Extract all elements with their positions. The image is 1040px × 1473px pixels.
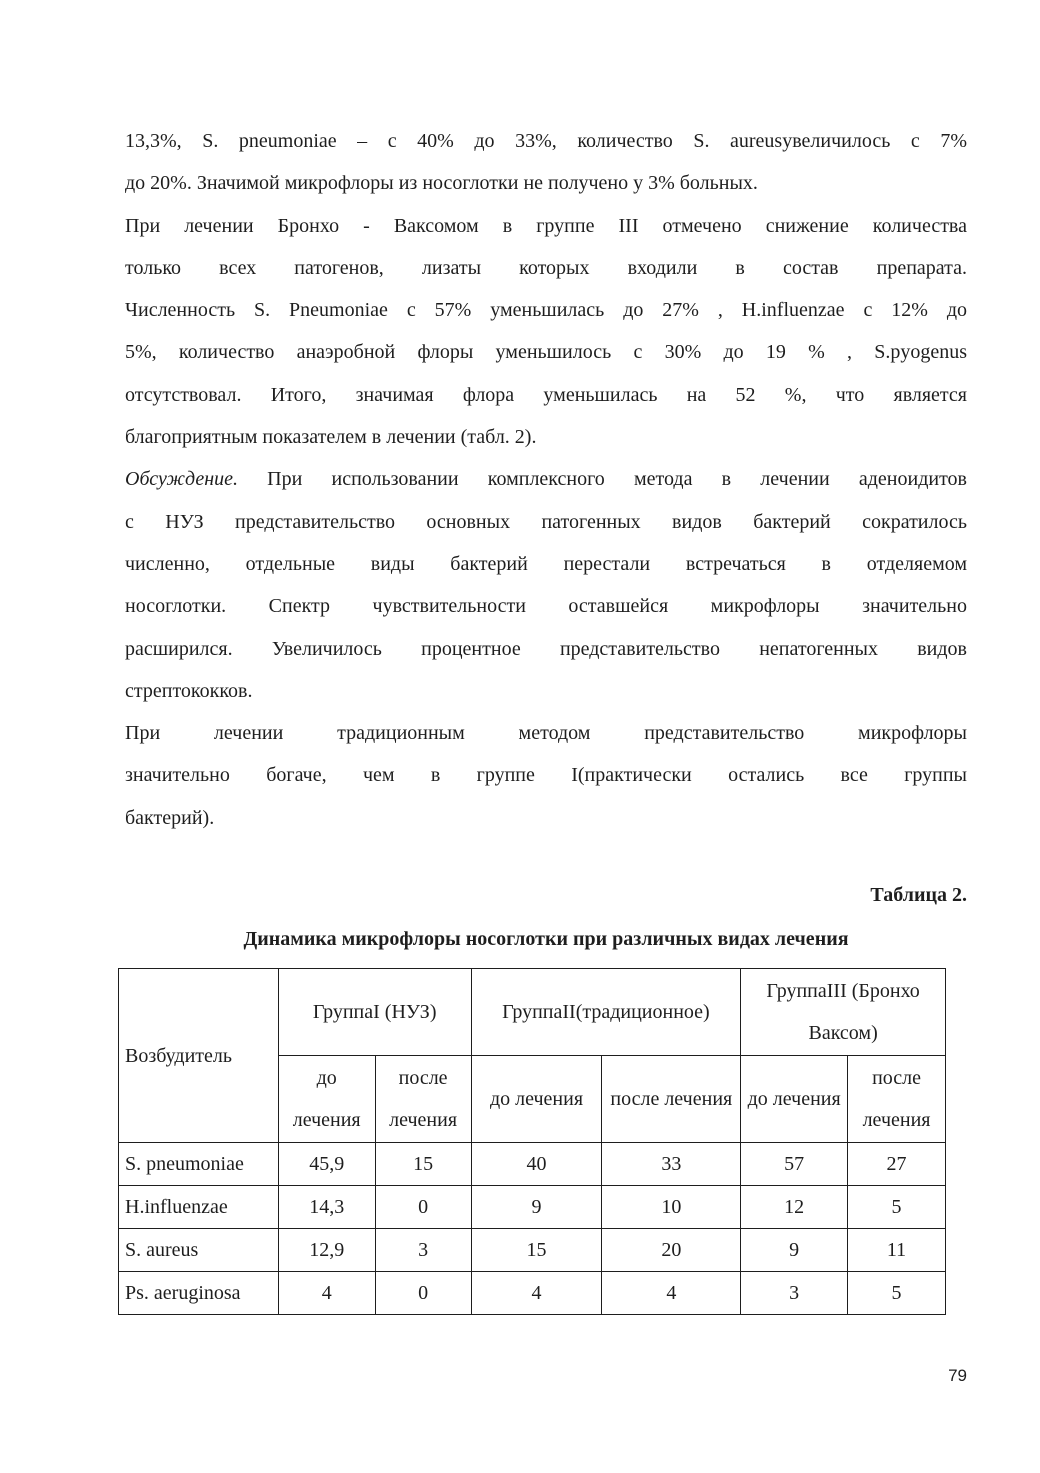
text-line: значительно богаче, чем в группе I(практически остались все группы <box>125 764 967 787</box>
table-cell: 15 <box>471 1229 602 1272</box>
table-cell: 33 <box>602 1143 741 1186</box>
header-group-3: ГруппаIII (Бронхо Ваксом) <box>741 969 946 1056</box>
table-row <box>119 1186 946 1229</box>
text-line: 5%, количество анаэробной флоры уменьшилось с 30% до 19 % , S.pyogenus <box>125 341 967 364</box>
table-cell: 0 <box>375 1272 471 1315</box>
text-line: расширился. Увеличилось процентное представительство непатогенных видов <box>125 637 967 660</box>
text-line: При лечении Бронхо - Ваксомом в группе III отмечено снижение количества <box>125 214 967 237</box>
paragraph-2 <box>125 205 967 459</box>
paragraph-3 <box>125 458 967 712</box>
table-cell: 15 <box>375 1143 471 1186</box>
row-label: Ps. aeruginosa <box>119 1272 279 1315</box>
body-text <box>125 120 967 839</box>
header-group-2: ГруппаII(традиционное) <box>471 969 741 1056</box>
subheader-cell: после лечения <box>848 1056 946 1143</box>
table-cell: 3 <box>741 1272 848 1315</box>
table-cell: 14,3 <box>278 1186 375 1229</box>
table-row <box>119 1229 946 1272</box>
text-line: При лечении традиционным методом представительство микрофлоры <box>125 722 967 745</box>
table-cell: 9 <box>741 1229 848 1272</box>
paragraph-1 <box>125 120 967 205</box>
table-number: Таблица 2. <box>870 884 967 906</box>
table-cell: 45,9 <box>278 1143 375 1186</box>
table-cell: 9 <box>471 1186 602 1229</box>
table-cell: 57 <box>741 1143 848 1186</box>
table-cell: 4 <box>471 1272 602 1315</box>
table-cell: 3 <box>375 1229 471 1272</box>
text-line: до 20%. Значимой микрофлоры из носоглотки не получено у 3% больных. <box>125 172 758 195</box>
subheader-cell: до лечения <box>471 1056 602 1143</box>
table-cell: 0 <box>375 1186 471 1229</box>
table-cell: 4 <box>602 1272 741 1315</box>
text-line: только всех патогенов, лизаты которых входили в состав препарата. <box>125 256 967 279</box>
table-cell: 20 <box>602 1229 741 1272</box>
table-row <box>119 1143 946 1186</box>
text-line: носоглотки. Спектр чувствительности оставшейся микрофлоры значительно <box>125 595 967 618</box>
discussion-lead: Обсуждение. <box>125 468 238 491</box>
row-label: S. aureus <box>119 1229 279 1272</box>
table-header-row <box>119 969 946 1056</box>
table-cell: 11 <box>848 1229 946 1272</box>
table-cell: 40 <box>471 1143 602 1186</box>
subheader-cell: после лечения <box>602 1056 741 1143</box>
text-line: с НУЗ представительство основных патогенных видов бактерий сократилось <box>125 510 967 533</box>
header-pathogen: Возбудитель <box>119 969 279 1143</box>
text-line: бактерий). <box>125 806 215 829</box>
text-line: стрептококков. <box>125 679 253 702</box>
text-line: благоприятным показателем в лечении (табл. 2). <box>125 426 537 449</box>
page-number: 79 <box>948 1366 967 1385</box>
text-line: отсутствовал. Итого, значимая флора уменьшилась на 52 %, что является <box>125 383 967 406</box>
table-cell: 12 <box>741 1186 848 1229</box>
text-line <box>125 458 967 500</box>
text-line: Численность S. Pneumoniae с 57% уменьшилась до 27% , H.influenzae с 12% до <box>125 299 967 322</box>
table-title: Динамика микрофлоры носоглотки при различных видах лечения <box>243 928 849 950</box>
table-cell: 10 <box>602 1186 741 1229</box>
table-cell: 27 <box>848 1143 946 1186</box>
subheader-cell: до лечения <box>278 1056 375 1143</box>
text-run: При использовании комплексного метода в лечении аденоидитов <box>238 468 967 491</box>
row-label: S. pneumoniae <box>119 1143 279 1186</box>
table-row <box>119 1272 946 1315</box>
subheader-cell: после лечения <box>375 1056 471 1143</box>
paragraph-4 <box>125 712 967 839</box>
microflora-table <box>118 968 946 1315</box>
text-line: численно, отдельные виды бактерий перестали встречаться в отделяемом <box>125 552 967 575</box>
table-cell: 12,9 <box>278 1229 375 1272</box>
table-cell: 5 <box>848 1186 946 1229</box>
table-cell: 4 <box>278 1272 375 1315</box>
subheader-cell: до лечения <box>741 1056 848 1143</box>
row-label: H.influenzae <box>119 1186 279 1229</box>
header-group-1: ГруппаI (НУЗ) <box>278 969 471 1056</box>
table-cell: 5 <box>848 1272 946 1315</box>
text-line: 13,3%, S. pneumoniae – с 40% до 33%, количество S. aureusувеличилось с 7% <box>125 130 967 152</box>
